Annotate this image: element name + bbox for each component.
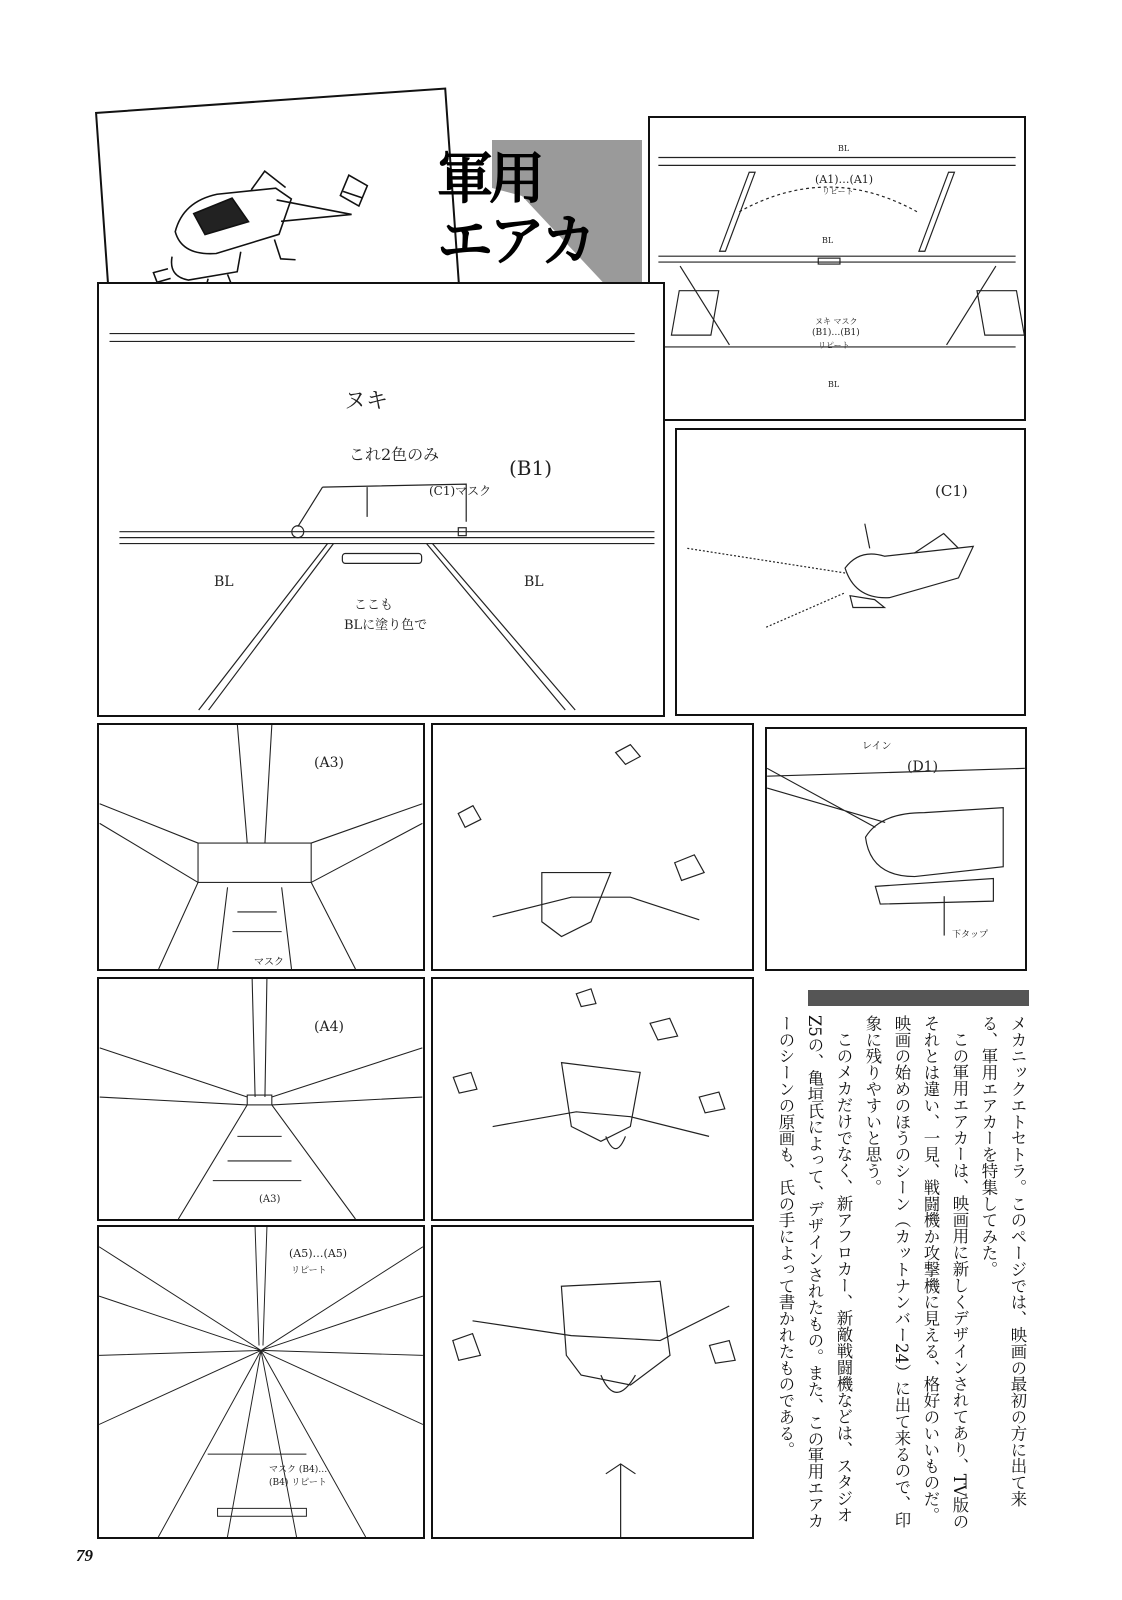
annotation-bl-1: BL [838,144,850,153]
annotation-repeat-a5: リピート [291,1266,327,1276]
layout-panel-b1 [97,282,665,717]
layout-panel-a1 [648,116,1026,421]
annotation-b1-range: (B1)…(B1) [812,328,860,338]
layout-panel-c1 [675,428,1026,716]
article-header-bar [808,990,1029,1006]
annotation-here-too: ここも [354,598,394,613]
article-paragraph-2: この軍用エアカーは、映画用に新しくデザインされてあり、TV版のそれとは違い、一見、戦闘機か攻撃機に見える、格好のいいものだ。映画の始めのほうのシーン（カットナンバー24）に出て来るので、印象に残りやすいと思う。 [863,1015,969,1530]
layout-panel-d1 [765,727,1027,971]
layout-panel-fighters-2 [431,977,754,1221]
annotation-mask-note: ヌキ マスク [815,317,858,326]
annotation-b1: (B1) [509,456,553,480]
annotation-c1-mask: (C1)マスク [429,484,492,498]
annotation-a3: (A3) [314,755,344,771]
layout-panel-fighters-1 [431,723,754,971]
annotation-repeat-1: リピート [822,187,854,196]
article-body [776,1015,1032,1535]
annotation-a4-bottom: (A3) [259,1194,281,1205]
annotation-c1: (C1) [935,482,968,500]
annotation-bl-paint: BLに塗り色で [344,618,428,633]
layout-panel-a3 [97,723,425,971]
annotation-mask-a3: マスク [254,957,284,968]
page-number: 79 [76,1546,93,1565]
title-block [437,140,637,300]
annotation-b4-range: マスク (B4)…(B4) リピート [269,1465,328,1488]
annotation-repeat-2: リピート [818,341,850,350]
annotation-d1: (D1) [907,759,939,775]
annotation-nuki: ヌキ [344,389,389,414]
annotation-a4: (A4) [314,1019,344,1035]
annotation-d1-bottom: 下タップ [952,930,989,940]
annotation-two-colors-only: これ2色のみ [349,445,440,464]
annotation-d1-top: レイン [862,741,892,752]
title-line-1: 軍用 [437,147,541,212]
layout-panel-fighters-3 [431,1225,754,1539]
article-paragraph-1: メカニックエトセトラ。このページでは、映画の最初の方に出て来る、軍用エアカーを特集してみた。 [979,1015,1027,1507]
title-line-2: エアカ [437,209,593,274]
annotation-bl-2: BL [822,236,834,245]
annotation-bl-3: BL [828,380,840,389]
layout-panel-a4 [97,977,425,1221]
article-paragraph-3: このメカだけでなく、新アフロカー、新敵戦闘機などは、スタジオZ5の、亀垣氏によって、デザインされたもの。また、この軍用エアカーのシーンの原画も、氏の手によって書かれたものである。 [776,1015,853,1529]
annotation-a1-range: (A1)…(A1) [815,173,874,186]
annotation-bl-left: BL [214,574,234,590]
annotation-bl-right: BL [524,574,544,590]
annotation-a5-range: (A5)…(A5) [289,1247,348,1260]
layout-panel-a5 [97,1225,425,1539]
